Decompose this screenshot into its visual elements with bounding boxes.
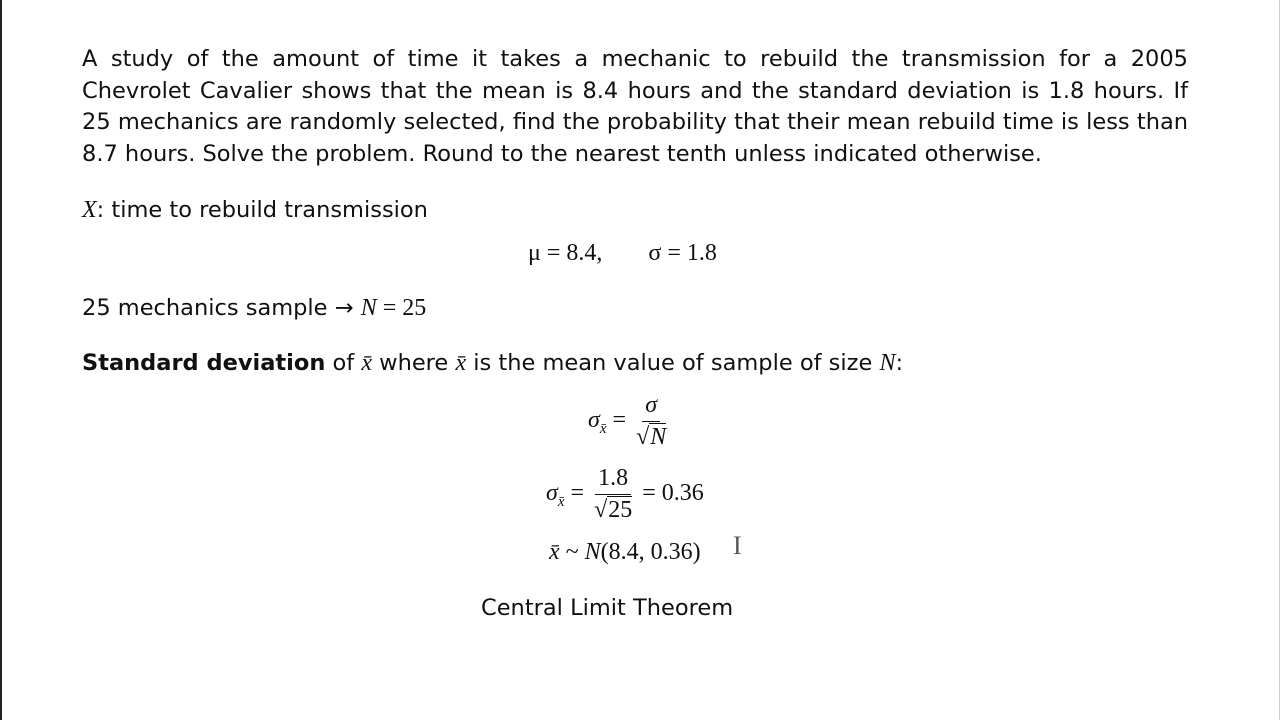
n-value: = 25 (376, 295, 427, 321)
population-params (528, 240, 717, 267)
sd-text-1: of (325, 350, 362, 376)
sd-text-2: where (372, 350, 456, 376)
numerator: σ (642, 392, 660, 422)
n-symbol: N (360, 295, 377, 321)
sd-heading (82, 350, 903, 377)
tilde: ~ (559, 539, 585, 565)
mu-value: μ = 8.4, (528, 240, 603, 266)
colon: : (895, 350, 904, 376)
variable-symbol: X (82, 197, 97, 223)
normal-symbol: N (584, 539, 601, 565)
n-symbol: N (879, 350, 896, 376)
subscript: x̄ (599, 420, 607, 437)
sd-text-3: is the mean value of sample of size (466, 350, 880, 376)
equals: = (564, 480, 591, 507)
problem-statement: A study of the amount of time it takes a mechanic to rebuild the transmission for a 2005 Chevrolet Cavalier shows that the mean is 8.4 hours and the standard deviation is 1.8 hours. If 25 mechanics are randomly selected, find the probability that their mean rebuild time is less than 8.7 hours. Solve the problem. Round to the nearest tenth unless indicated otherwise. (82, 46, 1188, 167)
numerator: 1.8 (595, 465, 631, 495)
variable-definition (82, 197, 428, 224)
variable-text: : time to rebuild transmission (96, 197, 428, 223)
equals: = (606, 407, 633, 434)
sigma-symbol: σ (588, 407, 600, 434)
denominator: N (650, 424, 667, 450)
sigma-value: σ = 1.8 (648, 240, 717, 266)
sqrt-symbol: √ (594, 497, 608, 523)
formula-sd-general (588, 392, 670, 451)
xbar-symbol: x̄ (361, 350, 373, 376)
xbar-symbol: x̄ (549, 539, 560, 565)
fraction (594, 465, 632, 524)
sigma-symbol: σ (546, 480, 558, 507)
subscript: x̄ (557, 493, 565, 510)
theorem-label: Central Limit Theorem (481, 595, 734, 621)
text-cursor-icon: I (733, 531, 742, 560)
sample-size-line (82, 295, 426, 322)
distribution-args: (8.4, 0.36) (600, 539, 701, 565)
fraction (636, 392, 666, 451)
sqrt-symbol: √ (636, 424, 650, 450)
formula-sd-numeric (546, 465, 704, 524)
xbar-symbol: x̄ (455, 350, 467, 376)
sampling-distribution (549, 539, 701, 566)
sd-heading-bold: Standard deviation (82, 350, 326, 376)
page-left-border (0, 0, 2, 720)
sample-text: 25 mechanics sample → (82, 295, 361, 321)
result: = 0.36 (636, 480, 704, 507)
denominator: 25 (608, 497, 633, 523)
